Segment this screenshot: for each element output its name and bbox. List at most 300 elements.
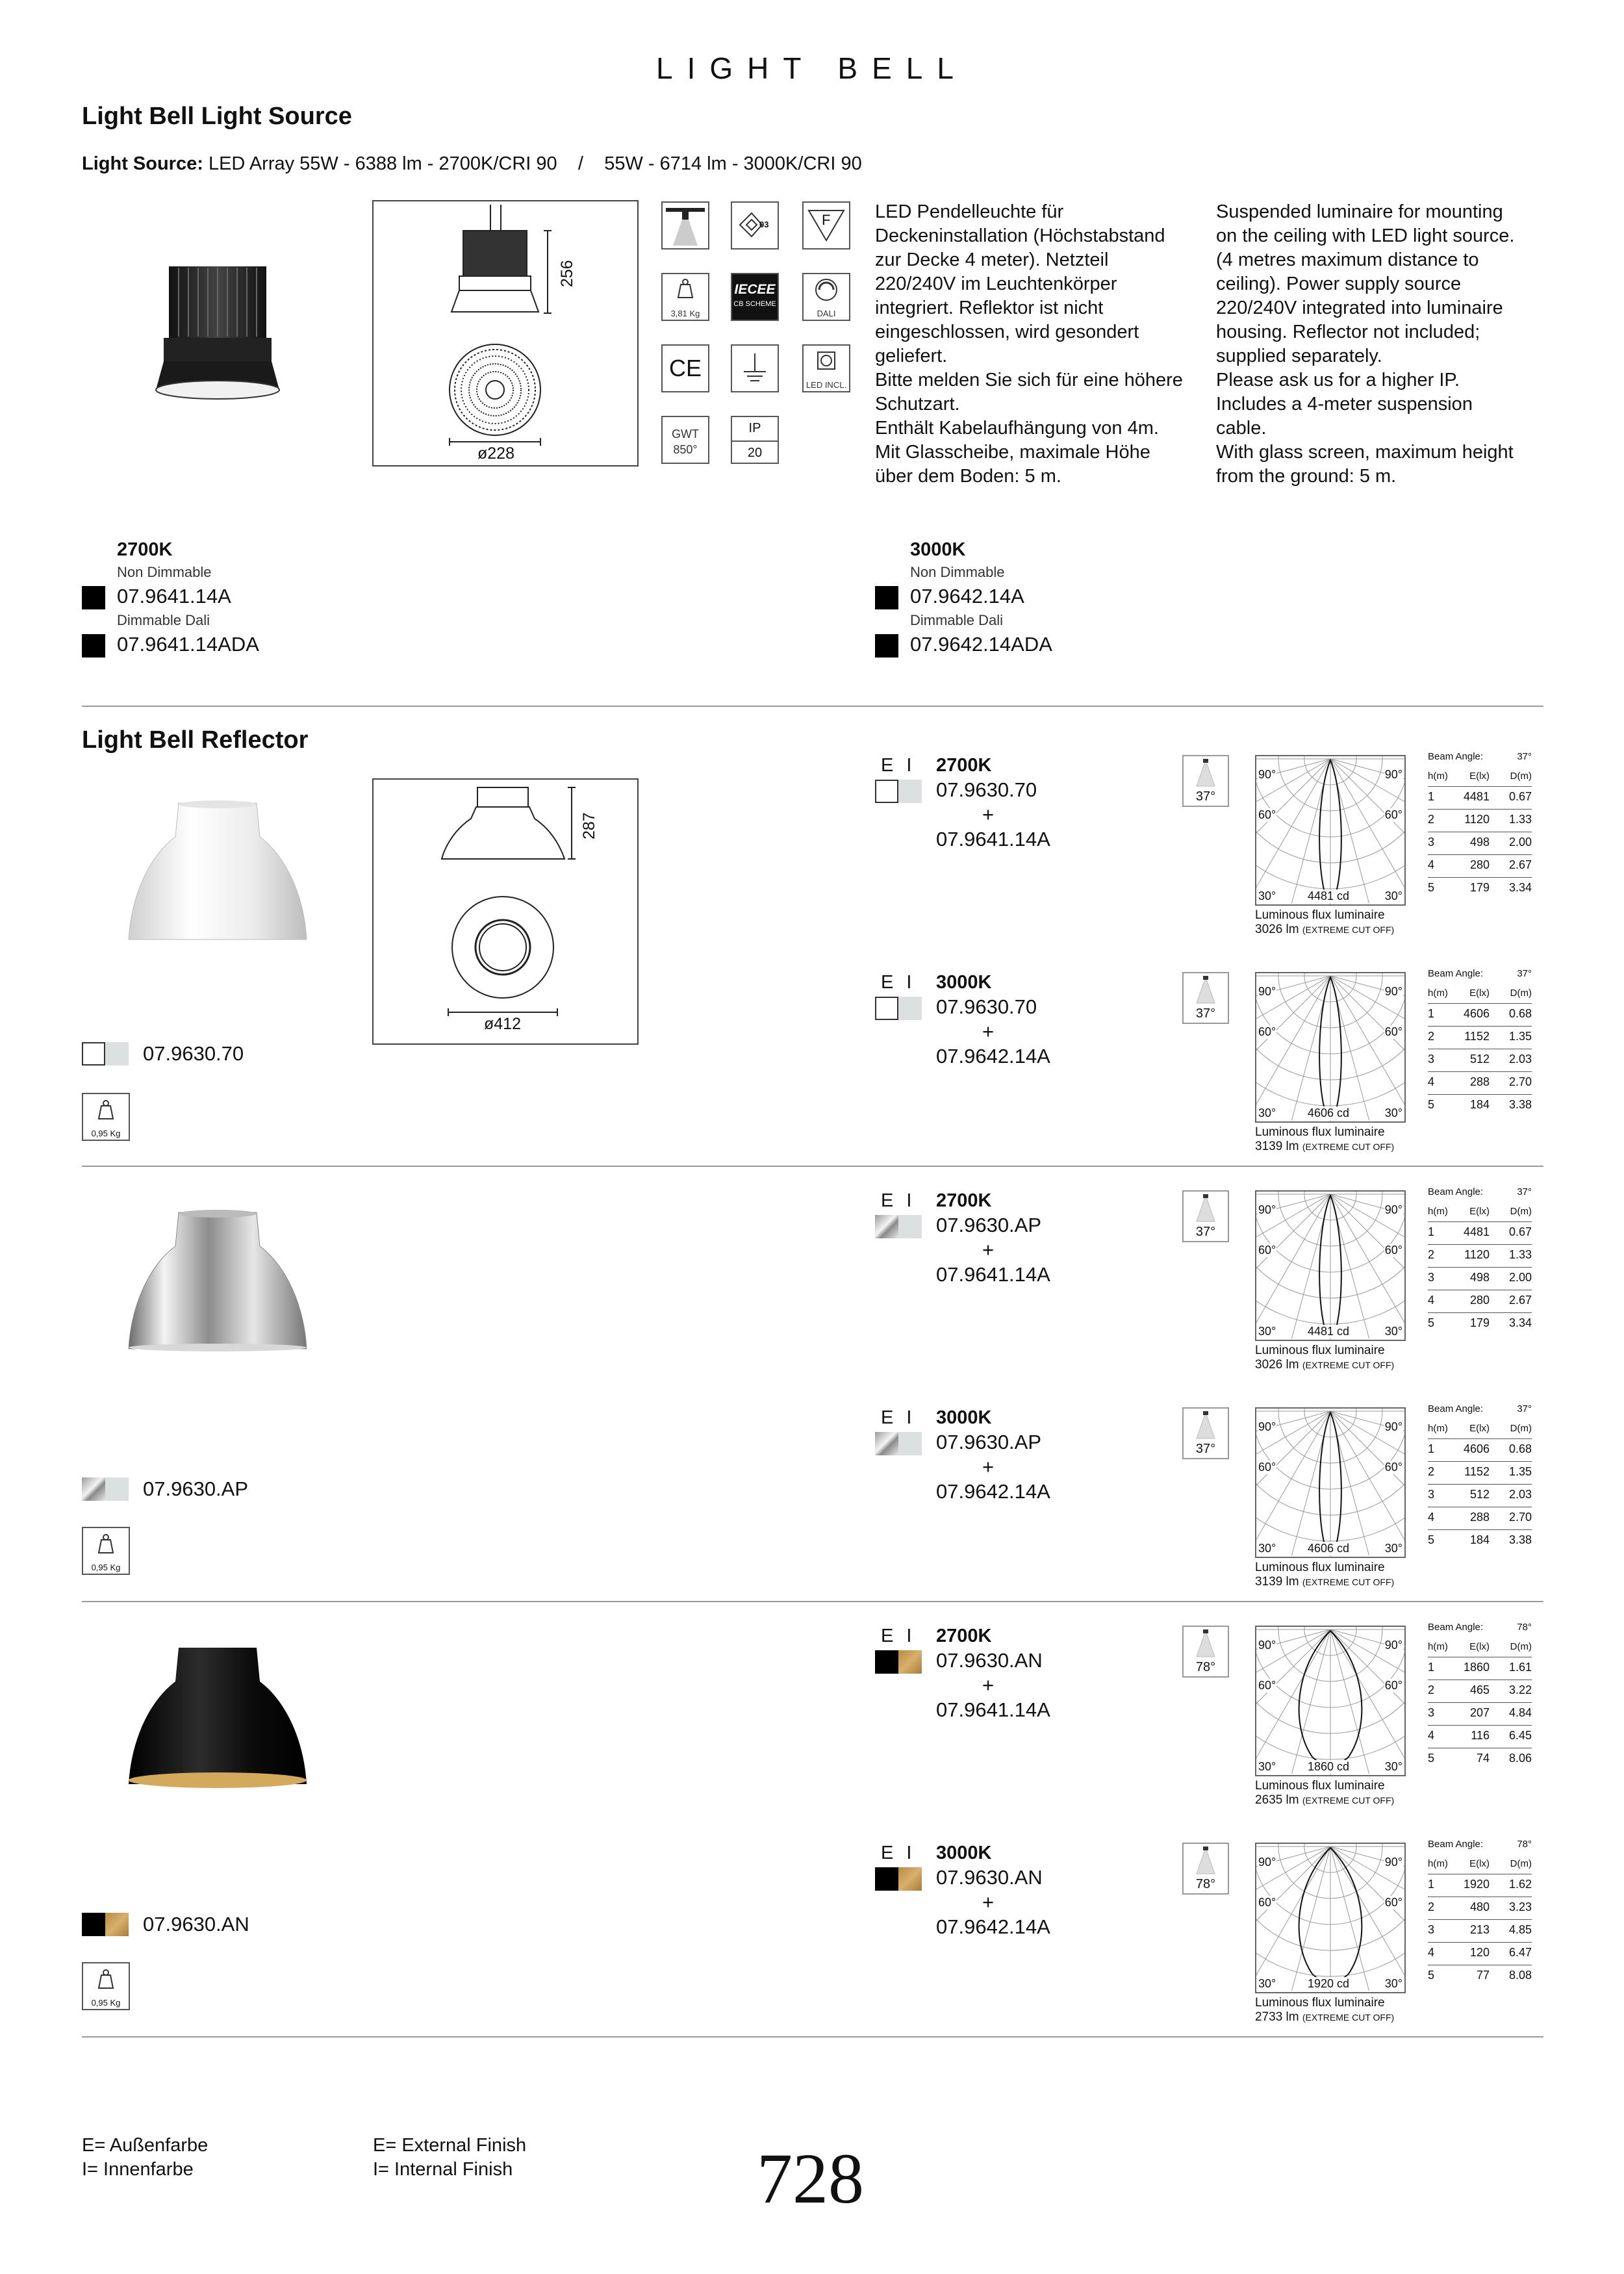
polar-label-30: 30°: [1258, 1325, 1276, 1338]
table-cell: 4: [1428, 1075, 1435, 1088]
reflector-code: 07.9630.70: [143, 1042, 244, 1065]
table-cell: 4: [1428, 1294, 1435, 1307]
polar-candela: 1920 cd: [1308, 1977, 1350, 1990]
table-cell: 2: [1428, 1030, 1435, 1043]
table-row: [1428, 1748, 1532, 1770]
table-row: [1428, 1245, 1532, 1268]
swatch-light-gray: [105, 1477, 129, 1501]
table-cell: 1: [1428, 1225, 1435, 1238]
polar-label-60: 60°: [1258, 1461, 1276, 1474]
flux-label: Luminous flux luminaire: [1255, 1996, 1385, 2010]
ei-label: E I: [881, 1190, 916, 1211]
description-line: 220/240V integrated into luminaire: [1216, 298, 1503, 318]
polar-diagram: [1255, 1626, 1406, 1776]
table-cell: 1.62: [1508, 1878, 1532, 1891]
table-row: [1428, 787, 1532, 810]
table-cell: 6.47: [1508, 1946, 1532, 1959]
table-cell: 179: [1469, 1316, 1490, 1329]
table-cell: 1: [1428, 1442, 1435, 1455]
table-row: [1428, 1222, 1532, 1245]
table-cell: 8.06: [1508, 1752, 1532, 1765]
description-line: eingeschlossen, wird gesondert: [875, 322, 1139, 342]
description-line: Includes a 4-meter suspension: [1216, 394, 1473, 415]
polar-candela: 4606 cd: [1308, 1106, 1350, 1119]
beam-angle-icon: [1182, 1843, 1229, 1895]
gwt-icon: GWT 850°: [661, 416, 709, 464]
polar-label-30: 30°: [1384, 1325, 1402, 1338]
table-cell: 6.45: [1508, 1729, 1532, 1742]
light-source-line: [82, 153, 862, 175]
table-cell: 1152: [1464, 1030, 1490, 1043]
cct-label: 2700K: [936, 1190, 992, 1211]
table-cell: 498: [1469, 836, 1490, 849]
flux-value-row: [1255, 1793, 1394, 1808]
table-cell: 2.03: [1508, 1488, 1532, 1501]
table-cell: 3.38: [1508, 1533, 1532, 1546]
source-drawing-svg: [374, 201, 637, 465]
polar-label-60: 60°: [1384, 1244, 1402, 1257]
polar-label-60: 60°: [1384, 1896, 1402, 1909]
table-cell: 77: [1476, 1969, 1490, 1982]
beam-angle-row: [1428, 1182, 1532, 1202]
swatch-external: [875, 1867, 898, 1891]
table-cell: 4: [1428, 1729, 1435, 1742]
reflector-weight-icon: 0,95 Kg: [82, 1093, 130, 1141]
description-line: geliefert.: [875, 346, 948, 366]
plus-sign: +: [982, 803, 995, 826]
table-cell: 4.84: [1508, 1706, 1532, 1719]
table-cell: 3: [1428, 1923, 1435, 1936]
legend-de: E= Außenfarbe I= Innenfarbe: [82, 2135, 209, 2180]
table-row: [1428, 1874, 1532, 1897]
table-cell: 280: [1469, 1294, 1490, 1307]
polar-label-90: 90°: [1384, 1639, 1402, 1652]
reflector-code: 07.9630.AN: [936, 1866, 1043, 1889]
flux-value-row: [1255, 1140, 1394, 1154]
luminous-flux: [1255, 1125, 1394, 1154]
ip-rating-icon: 03: [731, 201, 779, 249]
beam-angle-label: Beam Angle:: [1428, 1403, 1484, 1414]
beam-angle-value: 37°: [1517, 1403, 1532, 1414]
reflector-code: 07.9630.AN: [936, 1649, 1043, 1672]
table-cell: 2: [1428, 1465, 1435, 1478]
dali-icon: DALI: [802, 273, 850, 321]
table-cell: 288: [1469, 1075, 1490, 1088]
table-cell: 5: [1428, 1316, 1435, 1329]
table-cell: 2.67: [1508, 1294, 1532, 1307]
product-code: 07.9641.14ADA: [117, 633, 259, 656]
table-row: [1428, 1943, 1532, 1965]
cct-label: 3000K: [936, 972, 992, 993]
table-cell: 4: [1428, 1511, 1435, 1524]
flux-label: Luminous flux luminaire: [1255, 908, 1385, 922]
column-header: E(lx): [1469, 1206, 1490, 1217]
light-source-value: LED Array 55W - 6388 lm - 2700K/CRI 90 / 55W - 6714 lm - 3000K/CRI 90: [208, 153, 862, 174]
table-header: [1428, 1637, 1532, 1657]
flux-label: Luminous flux luminaire: [1255, 1561, 1385, 1574]
photometric-table: [1428, 1182, 1532, 1335]
polar-label-90: 90°: [1384, 1420, 1402, 1433]
table-cell: 498: [1469, 1271, 1490, 1284]
flux-value: 3026 lm: [1255, 1358, 1299, 1372]
beam-angle-row: [1428, 964, 1532, 984]
description-line: Enthält Kabelaufhängung von 4m.: [875, 418, 1159, 439]
flux-value-row: [1255, 1575, 1394, 1589]
photometric-table: [1428, 1399, 1532, 1552]
table-cell: 1920: [1463, 1878, 1490, 1891]
beam-angle-value: 37°: [1517, 968, 1532, 979]
source-code: 07.9641.14A: [936, 1698, 1050, 1721]
flux-value-row: [1255, 1358, 1394, 1372]
description-line: 220/240V im Leuchtenkörper: [875, 274, 1117, 294]
ei-label: E I: [881, 1626, 916, 1646]
table-row: [1428, 1049, 1532, 1072]
polar-diagram: [1255, 972, 1406, 1123]
reflector-code: 07.9630.AP: [936, 1431, 1042, 1453]
beam-angle-value: 37°: [1195, 1225, 1216, 1239]
cutoff-label: (EXTREME CUT OFF): [1302, 1577, 1395, 1587]
table-cell: 1.35: [1508, 1465, 1532, 1478]
photometric-table: [1428, 747, 1532, 900]
product-code: 07.9641.14A: [117, 585, 231, 607]
source-code: 07.9642.14A: [936, 1045, 1050, 1067]
table-cell: 3.22: [1508, 1683, 1532, 1696]
table-cell: 2.70: [1508, 1511, 1532, 1524]
flux-label: Luminous flux luminaire: [1255, 1344, 1385, 1357]
description-line: Schutzart.: [875, 394, 960, 415]
photometric-table: [1428, 964, 1532, 1117]
polar-label-90: 90°: [1384, 985, 1402, 998]
beam-angle-value: 37°: [1195, 1006, 1216, 1021]
photometric-table: [1428, 1835, 1532, 1987]
description-line: über dem Boden: 5 m.: [875, 466, 1061, 487]
table-cell: 5: [1428, 1969, 1435, 1982]
description-line: supplied separately.: [1216, 346, 1382, 366]
cutoff-label: (EXTREME CUT OFF): [1302, 1142, 1395, 1152]
polar-label-90: 90°: [1258, 985, 1276, 998]
weight-icon: 3,81 Kg: [661, 273, 709, 321]
table-cell: 5: [1428, 1533, 1435, 1546]
column-header: E(lx): [1469, 771, 1490, 782]
section-divider: [82, 706, 1543, 707]
column-header: D(m): [1510, 771, 1532, 782]
reflector-black-gold-image: [123, 1642, 312, 1792]
swatch-black: [82, 1913, 105, 1936]
polar-diagram: [1255, 1843, 1406, 1993]
description-line: With glass screen, maximum height: [1216, 442, 1514, 463]
table-cell: 465: [1469, 1683, 1490, 1696]
polar-diagram: [1255, 1190, 1406, 1341]
beam-angle-value: 78°: [1517, 1839, 1532, 1850]
swatch-black: [875, 634, 898, 658]
polar-label-30: 30°: [1384, 1977, 1402, 1990]
polar-label-30: 30°: [1384, 889, 1402, 902]
polar-label-60: 60°: [1384, 1025, 1402, 1038]
table-row: [1428, 1004, 1532, 1027]
column-header: h(m): [1428, 988, 1448, 999]
beam-angle-icon: [1182, 1407, 1229, 1459]
table-cell: 2.03: [1508, 1053, 1532, 1066]
table-cell: 1.35: [1508, 1030, 1532, 1043]
description-line: cable.: [1216, 418, 1267, 439]
table-row: [1428, 1462, 1532, 1485]
cct-label: 2700K: [936, 1626, 992, 1646]
table-cell: 3: [1428, 836, 1435, 849]
table-cell: 3: [1428, 1706, 1435, 1719]
swatch-internal: [898, 1432, 922, 1455]
group-divider: [82, 1166, 1543, 1167]
flux-value: 3139 lm: [1255, 1140, 1299, 1153]
table-cell: 5: [1428, 1752, 1435, 1765]
column-header: E(lx): [1469, 988, 1490, 999]
swatch-external: [875, 780, 898, 803]
column-header: h(m): [1428, 1858, 1448, 1869]
group-divider: [82, 2036, 1543, 2038]
polar-label-60: 60°: [1258, 1679, 1276, 1692]
swatch-internal: [898, 1215, 922, 1238]
flux-value: 2635 lm: [1255, 1793, 1299, 1807]
column-header: h(m): [1428, 1641, 1448, 1652]
swatch-external: [875, 1650, 898, 1674]
swatch-internal: [898, 1867, 922, 1891]
table-cell: 1.61: [1508, 1661, 1532, 1674]
swatch-black: [82, 586, 105, 609]
polar-label-90: 90°: [1384, 1856, 1402, 1869]
beam-angle-value: 37°: [1517, 751, 1532, 762]
polar-label-90: 90°: [1258, 768, 1276, 781]
column-header: E(lx): [1469, 1641, 1490, 1652]
swatch-white: [82, 1042, 105, 1066]
table-header: [1428, 1419, 1532, 1439]
table-header: [1428, 767, 1532, 787]
source-dim-diameter: ø228: [477, 444, 514, 463]
luminous-flux: [1255, 1996, 1394, 2025]
plus-sign: +: [982, 1020, 995, 1043]
column-header: D(m): [1510, 1423, 1532, 1434]
beam-angle-icon: [1182, 1626, 1229, 1678]
flux-value: 3026 lm: [1255, 923, 1299, 936]
table-cell: 1860: [1463, 1661, 1490, 1674]
table-cell: 3: [1428, 1053, 1435, 1066]
table-row: [1428, 1313, 1532, 1335]
table-cell: 512: [1469, 1053, 1490, 1066]
table-row: [1428, 1095, 1532, 1117]
table-row: [1428, 855, 1532, 878]
polar-label-60: 60°: [1384, 1461, 1402, 1474]
polar-candela: 4606 cd: [1308, 1542, 1350, 1555]
photometric-table: [1428, 1618, 1532, 1770]
polar-label-30: 30°: [1258, 1542, 1276, 1555]
reflector-dim-diameter: ø412: [484, 1015, 521, 1033]
polar-label-30: 30°: [1258, 889, 1276, 902]
source-dim-height: 256: [558, 260, 576, 287]
polar-label-90: 90°: [1384, 768, 1402, 781]
table-row: [1428, 1268, 1532, 1290]
table-cell: 2.00: [1508, 836, 1532, 849]
polar-label-30: 30°: [1258, 1977, 1276, 1990]
polar-candela: 4481 cd: [1308, 1325, 1350, 1338]
table-cell: 0.68: [1508, 1442, 1532, 1455]
table-cell: 0.68: [1508, 1007, 1532, 1020]
swatch-gold: [105, 1913, 129, 1936]
table-cell: 2: [1428, 1683, 1435, 1696]
polar-label-30: 30°: [1384, 1760, 1402, 1773]
reflector-tech-drawing: [372, 778, 639, 1045]
product-code: 07.9642.14ADA: [910, 633, 1052, 656]
flux-label: Luminous flux luminaire: [1255, 1125, 1385, 1139]
reflector-weight-icon: 0,95 Kg: [82, 1527, 130, 1575]
table-row: [1428, 1290, 1532, 1313]
cutoff-label: (EXTREME CUT OFF): [1302, 2012, 1395, 2023]
cutoff-label: (EXTREME CUT OFF): [1302, 1795, 1395, 1806]
description-line: (4 metres maximum distance to: [1216, 249, 1479, 270]
swatch-internal: [898, 780, 922, 803]
table-cell: 74: [1476, 1752, 1490, 1765]
table-cell: 4606: [1463, 1007, 1490, 1020]
polar-label-30: 30°: [1384, 1106, 1402, 1119]
table-cell: 2.67: [1508, 858, 1532, 871]
beam-angle-icon: [1182, 1190, 1229, 1242]
luminous-flux: [1255, 1779, 1394, 1808]
swatch-external: [875, 997, 898, 1020]
column-header: D(m): [1510, 988, 1532, 999]
reflector-dim-height: 287: [580, 812, 598, 839]
reflector-code: 07.9630.70: [936, 995, 1037, 1018]
source-code: 07.9641.14A: [936, 828, 1050, 850]
table-cell: 4.85: [1508, 1923, 1532, 1936]
polar-label-90: 90°: [1258, 1856, 1276, 1869]
recessed-light-icon: [661, 201, 709, 249]
table-cell: 2.70: [1508, 1075, 1532, 1088]
polar-label-60: 60°: [1384, 1679, 1402, 1692]
table-cell: 3.38: [1508, 1098, 1532, 1111]
flux-value: 3139 lm: [1255, 1575, 1299, 1589]
description-line: Mit Glasscheibe, maximale Höhe: [875, 442, 1150, 463]
flux-label: Luminous flux luminaire: [1255, 1779, 1385, 1793]
table-row: [1428, 1439, 1532, 1462]
table-cell: 1.33: [1508, 1248, 1532, 1261]
ip20-icon: IP 20: [731, 416, 779, 464]
table-header: [1428, 984, 1532, 1004]
table-header: [1428, 1854, 1532, 1874]
reflector-white-image: [123, 798, 312, 947]
table-header: [1428, 1202, 1532, 1222]
description-de: [875, 200, 1183, 489]
beam-angle-value: 37°: [1195, 789, 1216, 804]
flux-value-row: [1255, 2010, 1394, 2025]
table-cell: 4: [1428, 858, 1435, 871]
plus-sign: +: [982, 1891, 995, 1913]
table-cell: 4481: [1463, 1225, 1490, 1238]
swatch-internal: [898, 1650, 922, 1674]
description-line: zur Decke 4 meter). Netzteil: [875, 249, 1109, 270]
polar-label-60: 60°: [1258, 1896, 1276, 1909]
beam-angle-label: Beam Angle:: [1428, 1622, 1484, 1633]
swatch-external: [875, 1432, 898, 1455]
table-row: [1428, 1657, 1532, 1680]
swatch-external: [875, 1215, 898, 1238]
reflector-code: 07.9630.AP: [143, 1477, 249, 1500]
cutoff-label: (EXTREME CUT OFF): [1302, 1360, 1395, 1370]
column-header: h(m): [1428, 1423, 1448, 1434]
table-cell: 0.67: [1508, 1225, 1532, 1238]
luminous-flux: [1255, 1344, 1394, 1372]
table-cell: 480: [1469, 1900, 1490, 1913]
polar-label-90: 90°: [1384, 1203, 1402, 1216]
table-cell: 5: [1428, 881, 1435, 894]
table-cell: 2: [1428, 1248, 1435, 1261]
beam-angle-value: 78°: [1517, 1622, 1532, 1633]
plus-sign: +: [982, 1674, 995, 1696]
source-code: 07.9642.14A: [936, 1915, 1050, 1938]
table-cell: 1: [1428, 790, 1435, 803]
table-row: [1428, 1897, 1532, 1920]
ground-icon: [731, 344, 779, 392]
luminous-flux: [1255, 1561, 1394, 1589]
table-cell: 1152: [1464, 1465, 1490, 1478]
swatch-black: [875, 586, 898, 609]
description-line: from the ground: 5 m.: [1216, 466, 1397, 487]
table-cell: 1: [1428, 1661, 1435, 1674]
cct-label: 3000K: [936, 1407, 992, 1428]
table-row: [1428, 810, 1532, 832]
f-mark-icon: F: [802, 201, 850, 249]
table-cell: 2.00: [1508, 1271, 1532, 1284]
beam-angle-label: Beam Angle:: [1428, 1186, 1484, 1197]
polar-label-60: 60°: [1384, 808, 1402, 821]
description-line: LED Pendelleuchte für: [875, 201, 1064, 222]
table-row: [1428, 1965, 1532, 1987]
description-en: [1216, 200, 1514, 489]
reflector-code: 07.9630.AP: [936, 1214, 1042, 1236]
page-title: LIGHT BELL: [656, 51, 968, 85]
iecee-icon: IECEE CB SCHEME: [731, 273, 779, 321]
polar-label-90: 90°: [1258, 1420, 1276, 1433]
table-cell: 5: [1428, 1098, 1435, 1111]
beam-angle-row: [1428, 1399, 1532, 1419]
polar-diagram: [1255, 755, 1406, 906]
beam-angle-row: [1428, 747, 1532, 767]
table-row: [1428, 832, 1532, 855]
polar-label-30: 30°: [1258, 1106, 1276, 1119]
table-cell: 2: [1428, 813, 1435, 826]
table-cell: 4: [1428, 1946, 1435, 1959]
table-cell: 3: [1428, 1271, 1435, 1284]
beam-angle-label: Beam Angle:: [1428, 751, 1484, 762]
table-cell: 3: [1428, 1488, 1435, 1501]
product-code: 07.9642.14A: [910, 585, 1024, 607]
table-cell: 3.34: [1508, 1316, 1532, 1329]
beam-angle-value: 37°: [1517, 1186, 1532, 1197]
flux-value: 2733 lm: [1255, 2010, 1299, 2024]
table-cell: 184: [1469, 1098, 1490, 1111]
table-cell: 1120: [1464, 813, 1490, 826]
description-line: ceiling). Power supply source: [1216, 274, 1462, 294]
cct-label: 2700K: [936, 755, 992, 776]
swatch-chrome: [82, 1477, 105, 1501]
description-line: Deckeninstallation (Höchstabstand: [875, 225, 1165, 246]
table-cell: 116: [1471, 1729, 1490, 1742]
cct-label: 3000K: [936, 1843, 992, 1863]
table-cell: 179: [1469, 881, 1490, 894]
legend-en: E= External Finish I= Internal Finish: [373, 2135, 527, 2180]
source-code: 07.9642.14A: [936, 1480, 1050, 1503]
polar-label-30: 30°: [1384, 1542, 1402, 1555]
swatch-black: [82, 634, 105, 658]
swatch-light-gray: [105, 1042, 129, 1066]
table-row: [1428, 1072, 1532, 1095]
polar-label-30: 30°: [1258, 1760, 1276, 1773]
